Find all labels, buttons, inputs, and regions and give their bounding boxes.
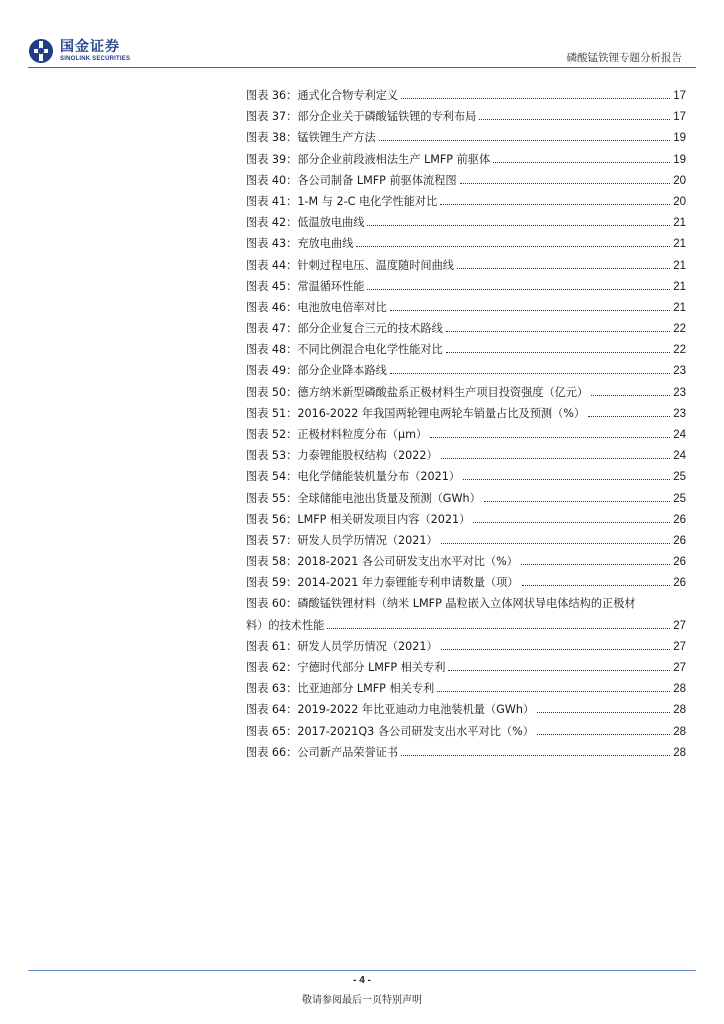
toc-entry-page: 28 xyxy=(673,746,686,759)
footer-divider xyxy=(28,970,696,971)
toc-entry[interactable] xyxy=(246,614,686,635)
toc-entry-label: 图表 51：2016-2022 年我国两轮锂电两轮车销量占比及预测（%） xyxy=(246,406,586,420)
toc-entry-label: 图表 65：2017-2021Q3 各公司研发支出水平对比（%） xyxy=(246,724,534,738)
toc-entry[interactable] xyxy=(246,338,686,359)
toc-leader-dots xyxy=(379,126,671,141)
toc-entry[interactable] xyxy=(246,232,686,253)
toc-entry[interactable] xyxy=(246,677,686,698)
toc-entry-label: 图表 60：磷酸锰铁锂材料（纳米 LMFP 晶粒嵌入立体网状导电体结构的正极材 xyxy=(246,596,636,610)
company-logo xyxy=(28,38,130,64)
toc-entry[interactable] xyxy=(246,720,686,741)
toc-entry[interactable] xyxy=(246,656,686,677)
toc-entry-page: 27 xyxy=(673,619,686,632)
toc-leader-dots xyxy=(460,169,671,184)
toc-entry-label: 图表 39：部分企业前段液相法生产 LMFP 前驱体 xyxy=(246,152,491,166)
toc-entry-page: 25 xyxy=(673,471,686,484)
toc-entry-page: 24 xyxy=(673,429,686,441)
toc-entry-page: 22 xyxy=(673,344,686,357)
logo-english-name: SINOLINK SECURITIES xyxy=(60,55,131,62)
toc-leader-dots xyxy=(327,614,670,629)
toc-leader-dots xyxy=(401,741,670,756)
toc-leader-dots xyxy=(446,317,670,332)
toc-entry-page: 20 xyxy=(673,195,686,208)
toc-entry-label: 图表 54：电化学储能装机量分布（2021） xyxy=(246,470,461,484)
toc-entry[interactable] xyxy=(246,381,686,402)
toc-entry-page: 21 xyxy=(673,238,686,251)
toc-entry-page: 17 xyxy=(673,111,686,124)
figure-index-list xyxy=(246,84,686,762)
toc-entry-label: 图表 58：2018-2021 各公司研发支出水平对比（%） xyxy=(246,555,518,569)
toc-entry-page: 27 xyxy=(673,640,686,653)
toc-leader-dots xyxy=(473,508,670,523)
toc-entry[interactable] xyxy=(246,296,686,317)
page-number: - 4 - xyxy=(353,975,371,986)
toc-leader-dots xyxy=(437,677,670,692)
toc-leader-dots xyxy=(430,423,670,438)
toc-leader-dots xyxy=(537,720,670,735)
toc-entry[interactable] xyxy=(246,571,686,592)
toc-entry-page: 28 xyxy=(673,725,686,738)
toc-entry-page: 25 xyxy=(673,492,686,505)
toc-entry-label: 图表 46：电池放电倍率对比 xyxy=(246,300,387,314)
toc-entry[interactable] xyxy=(246,317,686,338)
toc-entry[interactable] xyxy=(246,529,686,550)
toc-entry-page: 22 xyxy=(673,323,686,336)
toc-leader-dots xyxy=(390,296,670,311)
toc-leader-dots xyxy=(441,635,671,650)
toc-entry-label: 图表 37：部分企业关于磷酸锰铁锂的专利布局 xyxy=(246,110,477,124)
toc-entry-page: 19 xyxy=(673,153,686,166)
report-title: 磷酸锰铁锂专题分析报告 xyxy=(566,52,682,64)
toc-entry-page: 21 xyxy=(673,259,686,272)
toc-entry-page: 28 xyxy=(673,704,686,717)
toc-entry-label: 图表 38：锰铁锂生产方法 xyxy=(246,131,376,145)
toc-entry-label: 图表 42：低温放电曲线 xyxy=(246,216,365,230)
toc-entry-label: 图表 52：正极材料粒度分布（μm） xyxy=(246,428,428,441)
toc-entry[interactable] xyxy=(246,698,686,719)
toc-leader-dots xyxy=(537,698,670,713)
toc-leader-dots xyxy=(441,529,671,544)
toc-entry[interactable] xyxy=(246,508,686,529)
toc-leader-dots xyxy=(457,254,670,269)
sinolink-logo-icon xyxy=(28,38,54,64)
toc-entry[interactable] xyxy=(246,359,686,380)
page-header xyxy=(0,0,724,70)
toc-leader-dots xyxy=(448,656,670,671)
toc-entry-label: 图表 40：各公司制备 LMFP 前驱体流程图 xyxy=(246,173,457,187)
toc-entry-label: 图表 62：宁德时代部分 LMFP 相关专利 xyxy=(246,661,446,675)
toc-leader-dots xyxy=(356,232,670,247)
toc-entry[interactable] xyxy=(246,444,686,465)
toc-entry-label: 图表 55：全球储能电池出货量及预测（GWh） xyxy=(246,491,481,505)
toc-entry-label: 图表 66：公司新产品荣誉证书 xyxy=(246,745,399,759)
toc-entry-page: 17 xyxy=(673,90,686,102)
toc-entry-page: 19 xyxy=(673,132,686,145)
toc-leader-dots xyxy=(441,444,671,459)
header-divider xyxy=(28,67,696,68)
toc-entry-label: 图表 45：常温循环性能 xyxy=(246,279,365,293)
toc-entry-label: 图表 53：力泰锂能股权结构（2022） xyxy=(246,449,438,463)
toc-leader-dots xyxy=(521,550,670,565)
toc-entry[interactable] xyxy=(246,84,686,105)
toc-entry-label: 图表 44：针刺过程电压、温度随时间曲线 xyxy=(246,258,454,272)
toc-entry[interactable] xyxy=(246,190,686,211)
toc-entry-page: 23 xyxy=(673,407,686,420)
toc-entry[interactable] xyxy=(246,402,686,423)
toc-leader-dots xyxy=(493,148,670,163)
toc-entry-page: 26 xyxy=(673,556,686,569)
toc-entry-label: 图表 56：LMFP 相关研发项目内容（2021） xyxy=(246,512,471,526)
toc-entry-page: 28 xyxy=(673,683,686,696)
toc-entry-label: 图表 57：研发人员学历情况（2021） xyxy=(246,533,438,547)
toc-entry-page: 26 xyxy=(673,534,686,547)
toc-entry-label: 图表 59：2014-2021 年力泰锂能专利申请数量（项） xyxy=(246,576,519,590)
toc-entry-label: 图表 49：部分企业降本路线 xyxy=(246,364,387,378)
toc-entry[interactable] xyxy=(246,465,686,486)
toc-entry[interactable] xyxy=(246,423,686,444)
toc-entry[interactable] xyxy=(246,254,686,275)
toc-leader-dots xyxy=(484,487,670,502)
toc-entry-label: 图表 64：2019-2022 年比亚迪动力电池装机量（GWh） xyxy=(246,703,535,717)
toc-entry-label: 图表 47：部分企业复合三元的技术路线 xyxy=(246,322,443,336)
toc-leader-dots xyxy=(591,381,670,396)
toc-entry-page: 26 xyxy=(673,577,686,590)
toc-entry-page: 27 xyxy=(673,662,686,675)
toc-entry-page: 23 xyxy=(673,386,686,399)
toc-entry-label: 图表 43：充放电曲线 xyxy=(246,237,354,251)
toc-entry-page: 21 xyxy=(673,280,686,293)
toc-entry-page: 23 xyxy=(673,365,686,378)
toc-leader-dots xyxy=(588,402,670,417)
toc-leader-dots xyxy=(446,338,670,353)
toc-entry[interactable] xyxy=(246,487,686,508)
toc-entry[interactable] xyxy=(246,275,686,296)
toc-entry[interactable] xyxy=(246,593,686,614)
toc-entry[interactable] xyxy=(246,211,686,232)
logo-chinese-name: 国金证券 xyxy=(60,38,120,55)
toc-entry-label: 图表 48：不同比例混合电化学性能对比 xyxy=(246,343,443,357)
toc-leader-dots xyxy=(367,211,670,226)
toc-entry-page: 21 xyxy=(673,217,686,230)
disclaimer-text: 敬请参阅最后一页特别声明 xyxy=(302,995,422,1006)
toc-entry[interactable] xyxy=(246,635,686,656)
toc-leader-dots xyxy=(401,84,670,99)
toc-entry[interactable] xyxy=(246,741,686,762)
toc-entry-label: 图表 63：比亚迪部分 LMFP 相关专利 xyxy=(246,682,435,696)
toc-entry-page: 26 xyxy=(673,513,686,526)
toc-entry-page: 20 xyxy=(673,174,686,187)
toc-entry-page: 21 xyxy=(673,301,686,314)
toc-entry[interactable] xyxy=(246,148,686,169)
toc-leader-dots xyxy=(440,190,670,205)
toc-entry-label: 料）的技术性能 xyxy=(246,618,325,632)
toc-entry-label: 图表 61：研发人员学历情况（2021） xyxy=(246,639,438,653)
toc-entry[interactable] xyxy=(246,126,686,147)
toc-entry-label: 图表 36：通式化合物专利定义 xyxy=(246,89,399,102)
toc-entry-label: 图表 41：1-M 与 2-C 电化学性能对比 xyxy=(246,194,438,208)
toc-entry[interactable] xyxy=(246,105,686,126)
toc-entry[interactable] xyxy=(246,169,686,190)
toc-entry-page: 24 xyxy=(673,450,686,463)
toc-leader-dots xyxy=(463,465,670,480)
toc-leader-dots xyxy=(522,571,671,586)
toc-leader-dots xyxy=(479,105,670,120)
toc-entry[interactable] xyxy=(246,550,686,571)
toc-leader-dots xyxy=(367,275,670,290)
toc-leader-dots xyxy=(390,359,670,374)
toc-entry-label: 图表 50：德方纳米新型磷酸盐系正极材料生产项目投资强度（亿元） xyxy=(246,385,589,399)
